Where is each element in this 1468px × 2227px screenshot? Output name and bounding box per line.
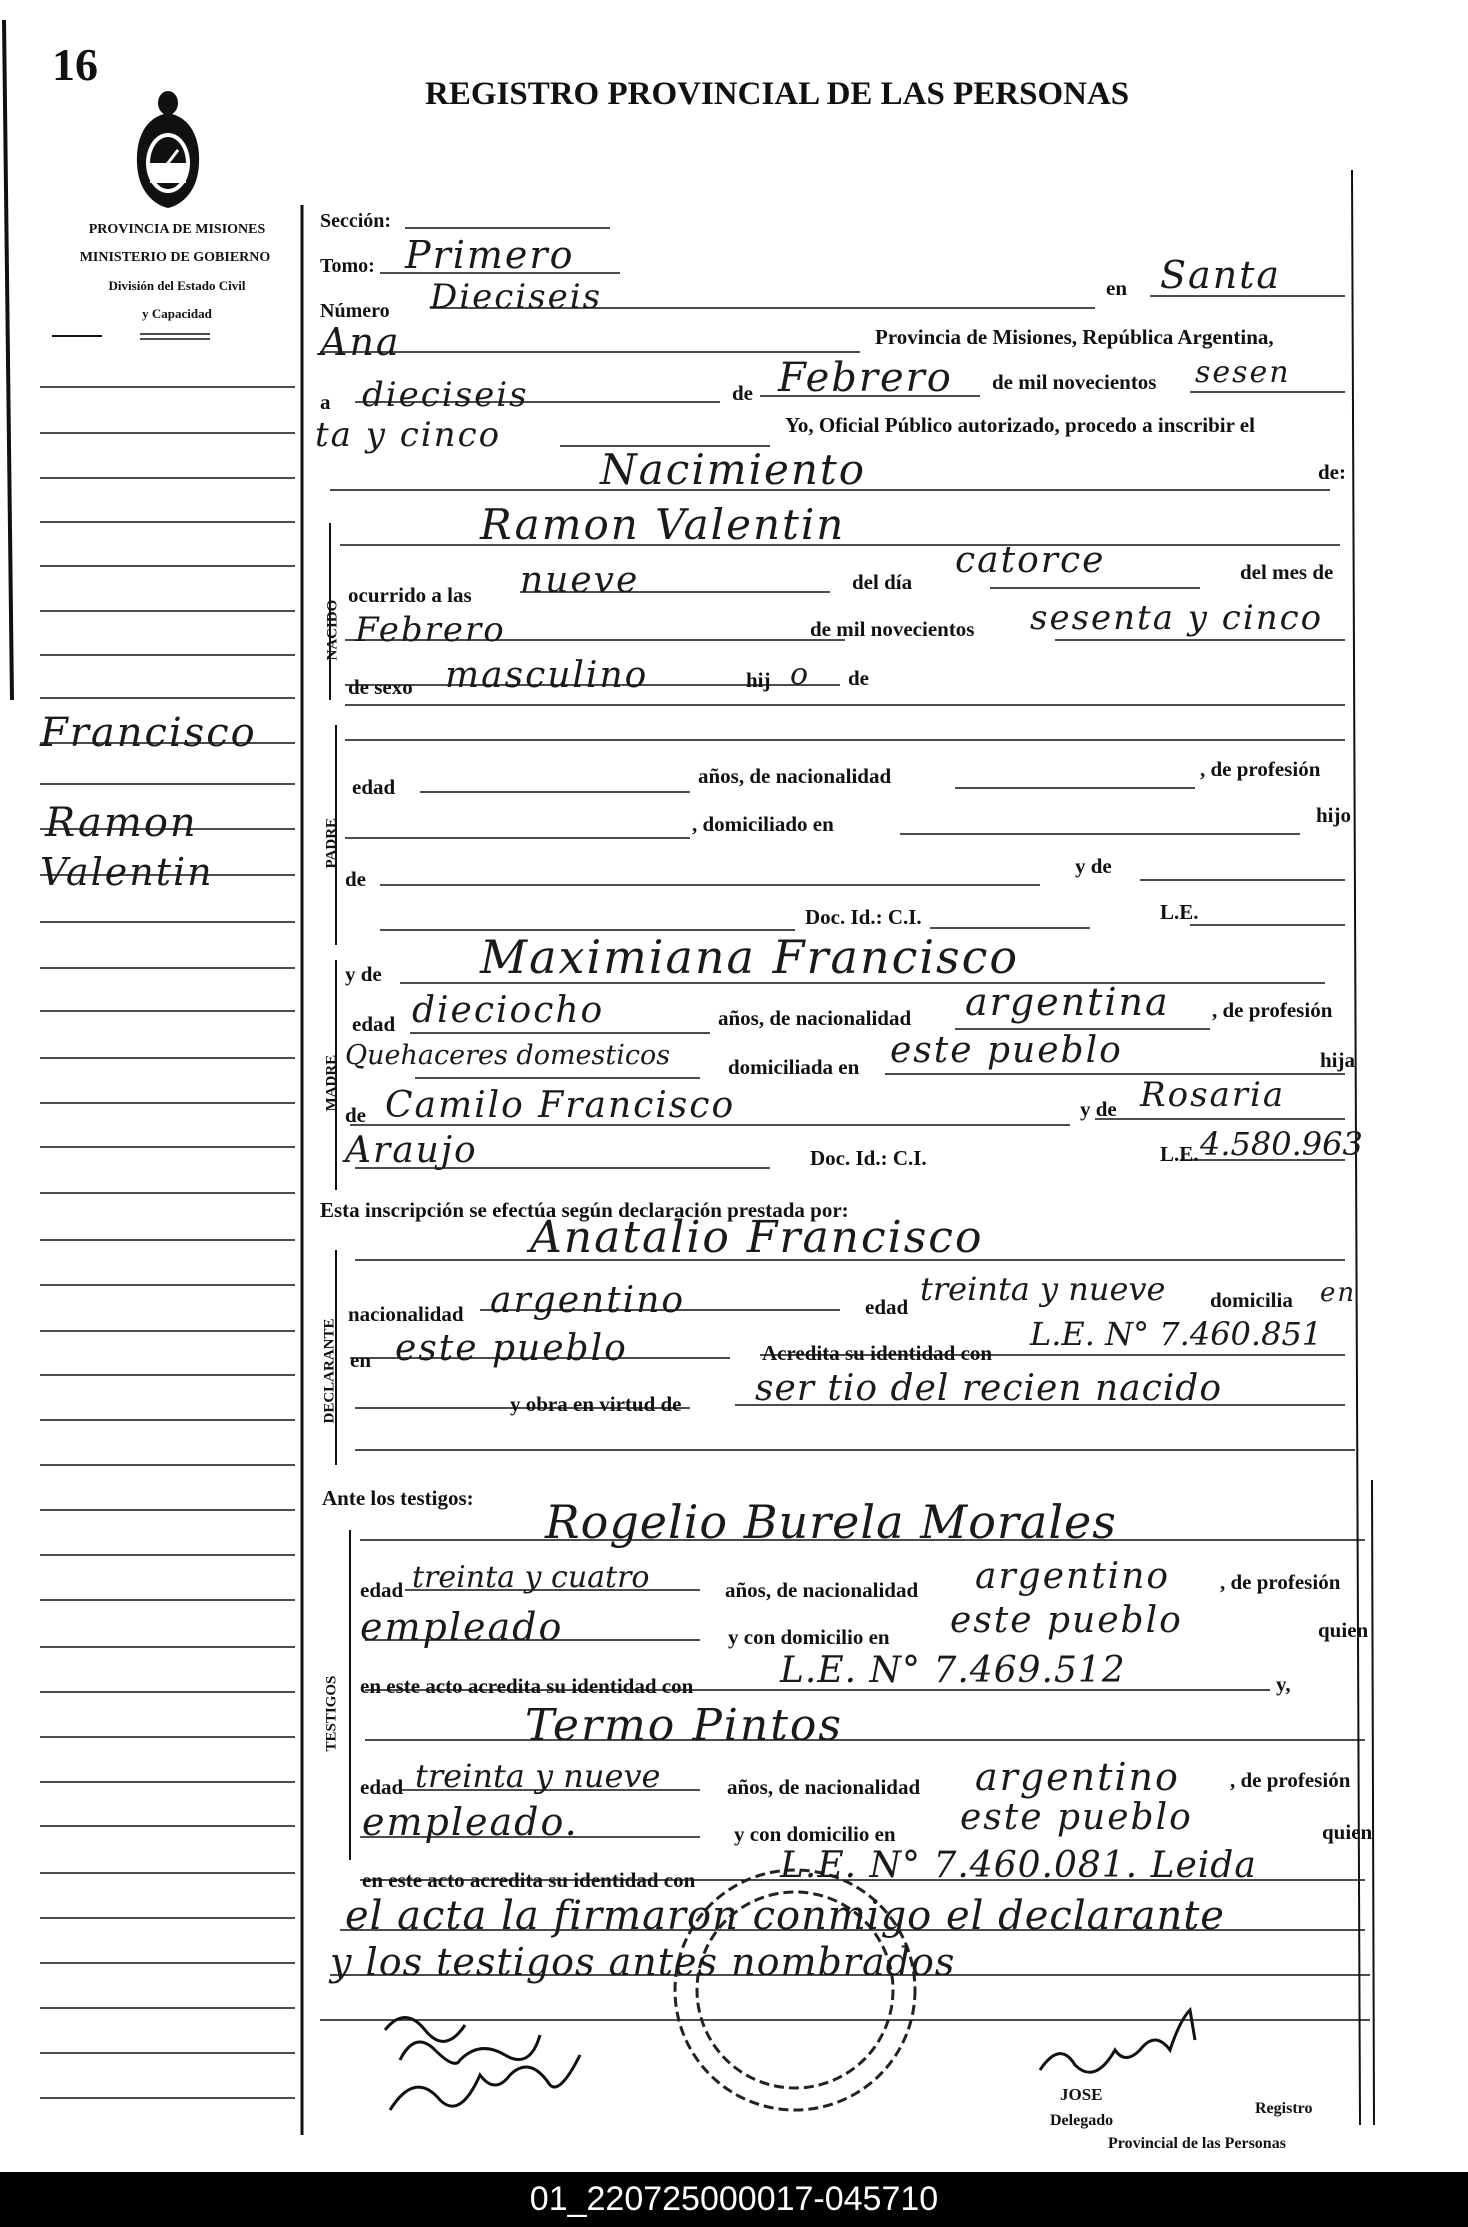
value-dia: catorce (955, 540, 1106, 581)
label-w2-quien: quien (1322, 1820, 1373, 1844)
value-witness2-name: Termo Pintos (525, 1700, 843, 1751)
label-padre-anos: años, de nacionalidad (698, 764, 892, 788)
value-year-a: sesen (1195, 355, 1291, 390)
value-witness2-id: L.E. N° 7.460.081. Leida (780, 1845, 1257, 1886)
value-day: dieciseis (362, 375, 529, 415)
value-act-type: Nacimiento (600, 445, 867, 494)
label-decl-acredita: Acredita su identidad con (762, 1341, 993, 1365)
label-decl-obra: y obra en virtud de (510, 1392, 682, 1416)
label-w2-en-este: en este acto acredita su identidad con (362, 1868, 696, 1892)
label-yo: Yo, Oficial Público autorizado, procedo a inscribir el (785, 413, 1255, 437)
value-en: Santa (1160, 253, 1282, 297)
label-numero: Número (320, 300, 390, 322)
value-witness2-nat: argentino (975, 1755, 1180, 1799)
label-de-mil: de mil novecientos (992, 370, 1157, 394)
label-en: en (1106, 276, 1127, 300)
label-padre-y-de: y de (1075, 854, 1112, 878)
value-tomo: Primero (405, 233, 575, 277)
value-child-name: Ramon Valentin (480, 500, 846, 549)
value-witness1-age: treinta y cuatro (412, 1560, 650, 1595)
division-label-2: y Capacidad (142, 306, 212, 321)
label-decl-domicilia: domicilia (1210, 1288, 1293, 1312)
value-mes: Febrero (355, 610, 506, 650)
label-madre-dom: domiciliada en (728, 1055, 860, 1079)
label-w2-anos: años, de nacionalidad (727, 1775, 921, 1799)
division-label: División del Estado Civil (108, 278, 246, 293)
value-declarant-virtud: ser tio del recien nacido (755, 1368, 1223, 1409)
label-w2-edad: edad (360, 1775, 404, 1799)
value-witness1-prof: empleado (360, 1605, 564, 1649)
label-madre-y-de: y de (345, 962, 382, 986)
value-mother-dom: este pueblo (890, 1030, 1123, 1071)
value-anio: sesenta y cinco (1030, 598, 1324, 638)
label-madre-de: de (345, 1103, 366, 1127)
value-closing-line-2: y los testigos antes nombrados (330, 1940, 956, 1984)
label-padre-doc: Doc. Id.: C.I. (805, 905, 922, 929)
label-del-mes: del mes de (1240, 560, 1334, 584)
value-mother-name: Maximiana Francisco (480, 930, 1020, 984)
label-padre-prof: , de profesión (1200, 757, 1321, 781)
label-w2-prof: , de profesión (1230, 1768, 1351, 1792)
margin-note-3: Valentin (40, 850, 214, 894)
document-title: REGISTRO PROVINCIAL DE LAS PERSONAS (425, 76, 1130, 112)
value-hour: nueve (520, 560, 640, 601)
label-w1-edad: edad (360, 1578, 404, 1602)
value-mother-mother-a: Rosaria (1140, 1075, 1286, 1115)
label-madre-doc: Doc. Id.: C.I. (810, 1146, 927, 1170)
value-declarant-nat: argentino (490, 1280, 686, 1321)
value-declarant-age: treinta y nueve (920, 1270, 1166, 1308)
label-w1-y: y, (1276, 1672, 1291, 1696)
label-madre-hija: hija (1320, 1048, 1356, 1072)
label-padre-dom: , domiciliado en (692, 812, 834, 836)
value-declarant-name: Anatalio Francisco (530, 1212, 984, 1263)
province-label: PROVINCIA DE MISIONES (88, 222, 266, 237)
label-decl-en: en (350, 1348, 371, 1372)
value-witness1-id: L.E. N° 7.469.512 (780, 1650, 1126, 1691)
value-hij-suffix: o (790, 657, 811, 692)
label-w1-anos: años, de nacionalidad (725, 1578, 919, 1602)
value-mother-mother-b: Araujo (345, 1130, 478, 1171)
label-w1-prof: , de profesión (1220, 1570, 1341, 1594)
label-hij: hij (746, 668, 771, 692)
section-label-padre: PADRE (323, 817, 340, 869)
value-witness2-dom: este pueblo (960, 1797, 1193, 1838)
page-number: 16 (52, 39, 98, 90)
value-witness1-dom: este pueblo (950, 1600, 1183, 1641)
value-declarant-dom-en: en (1320, 1278, 1357, 1308)
value-declarant-id: L.E. N° 7.460.851 (1030, 1315, 1323, 1353)
value-year-b: ta y cinco (315, 415, 502, 455)
value-closing-line-1: el acta la firmaron conmigo el declarante (345, 1893, 1225, 1939)
label-esta-inscripcion: Esta inscripción se efectúa según declaración prestada por: (320, 1198, 849, 1222)
footer-document-id: 01_220725000017-045710 (529, 2180, 939, 2218)
label-w1-en-este: en este acto acredita su identidad con (360, 1674, 694, 1698)
section-label-declarante: DECLARANTE (321, 1318, 338, 1424)
label-padre-de: de (345, 867, 366, 891)
label-decl-edad: edad (865, 1295, 909, 1319)
official-title-3: Provincial de las Personas (1108, 2135, 1286, 2152)
label-decl-nacionalidad: nacionalidad (348, 1302, 464, 1326)
label-padre-hijo: hijo (1316, 803, 1352, 827)
label-a: a (320, 390, 331, 414)
official-name: JOSE (1060, 2085, 1103, 2104)
section-label-madre: MADRE (323, 1054, 340, 1112)
label-de-colon: de: (1318, 460, 1346, 484)
label-madre-prof: , de profesión (1212, 998, 1333, 1022)
label-madre-le: L.E. (1160, 1142, 1199, 1166)
label-madre-edad: edad (352, 1012, 396, 1036)
value-witness1-name: Rogelio Burela Morales (545, 1495, 1117, 1549)
label-de-sexo: de sexo (348, 675, 413, 699)
official-title-1: Delegado (1050, 2112, 1114, 2129)
label-w1-dom: y con domicilio en (728, 1625, 890, 1649)
margin-note-1: Francisco (40, 710, 257, 756)
value-mother-le: 4.580.963 (1200, 1125, 1363, 1163)
label-w1-quien: quien (1318, 1618, 1369, 1642)
value-mother-nat: argentina (965, 980, 1170, 1024)
value-witness2-age: treinta y nueve (415, 1757, 661, 1795)
label-w2-dom: y con domicilio en (734, 1822, 896, 1846)
value-mother-father: Camilo Francisco (385, 1085, 736, 1126)
value-witness2-prof: empleado. (362, 1800, 579, 1844)
label-padre-edad: edad (352, 775, 396, 799)
ministry-label: MINISTERIO DE GOBIERNO (79, 250, 271, 265)
section-label-nacido: NACIDO (324, 599, 341, 661)
value-witness1-nat: argentino (975, 1556, 1171, 1597)
value-month: Febrero (778, 355, 953, 401)
value-sexo: masculino (445, 655, 649, 696)
label-de-month: de (732, 381, 753, 405)
label-ante-testigos: Ante los testigos: (322, 1486, 474, 1510)
label-del-dia: del día (852, 570, 913, 594)
label-ocurrido: ocurrido a las (348, 583, 472, 607)
label-seccion: Sección: (320, 210, 392, 232)
label-padre-le: L.E. (1160, 900, 1199, 924)
value-mother-prof: Quehaceres domesticos (345, 1040, 671, 1071)
value-declarant-dom: este pueblo (395, 1328, 628, 1369)
label-madre-anos: años, de nacionalidad (718, 1006, 912, 1030)
label-tomo: Tomo: (320, 255, 375, 277)
label-provincia: Provincia de Misiones, República Argentina, (875, 325, 1274, 349)
label-madre-y-de-2: y de (1080, 1097, 1117, 1121)
value-mother-age: dieciocho (412, 990, 605, 1031)
label-de-mil-2: de mil novecientos (810, 617, 975, 641)
value-place: Ana (320, 320, 401, 364)
margin-note-2: Ramon (45, 800, 198, 846)
value-numero: Dieciseis (430, 277, 603, 317)
label-de-child: de (848, 666, 869, 690)
section-label-testigos: TESTIGOS (323, 1675, 340, 1752)
official-title-2: Registro (1255, 2100, 1313, 2117)
